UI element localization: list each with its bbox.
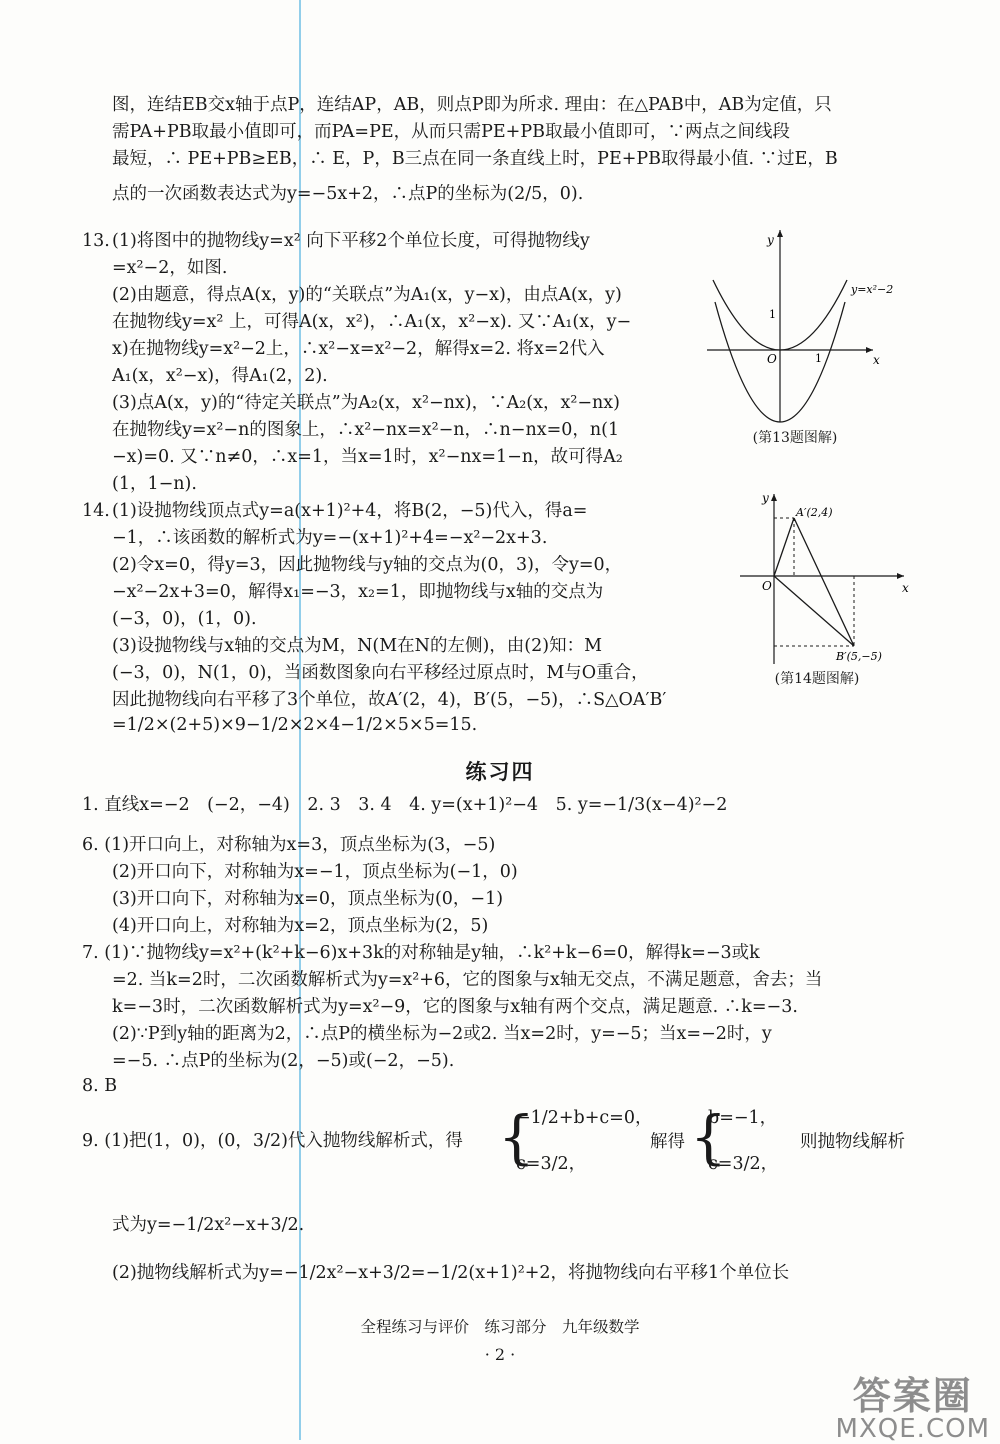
figure-caption: (第13题图解) (752, 430, 838, 446)
brace-left-2: { (690, 1103, 727, 1171)
text-line: A₁(x，x²−x)，得A₁(2，2). (112, 366, 328, 386)
answers-1-5: 1. 直线x=−2 (−2，−4) 2. 3 3. 4 4. y=(x+1)²−4 5. y=−1/3(x−4)²−2 (82, 795, 728, 815)
text-line: −x²−2x+3=0，解得x₁=−3，x₂=1，即抛物线与x轴的交点为 (112, 582, 604, 602)
label-tick-y1: 1 (769, 308, 776, 321)
triangle-graph (732, 488, 912, 668)
segment-ab (794, 518, 854, 646)
text-line: (3)开口向下，对称轴为x=0，顶点坐标为(0，−1) (112, 889, 504, 909)
label-x: x (873, 353, 880, 367)
text-line: (1，1−n). (112, 474, 197, 494)
question-9-line-3: (2)抛物线解析式为y=−1/2x²−x+3/2=−1/2(x+1)²+2，将抛物线向右平移1个单位长 (112, 1263, 790, 1283)
figure-q13 (705, 222, 905, 447)
text-line: 图，连结EB交x轴于点P，连结AP，AB，则点P即为所求. 理由：在△PAB中，AB为定值，只 (112, 95, 832, 115)
text-line: (2)由题意，得点A(x，y)的“关联点”为A₁(x，y−x)，由点A(x，y) (112, 285, 622, 305)
equation-1a: −1/2+b+c=0， (516, 1108, 653, 1128)
text-line: 6. (1)开口向上，对称轴为x=3，顶点坐标为(3，−5) (82, 835, 496, 855)
label-origin: O (762, 579, 772, 593)
text-line: 需PA+PB取最小值即可，而PA=PE，从而只需PE+PB取最小值即可，∵两点之间线段 (112, 122, 790, 142)
text-line: (3)设抛物线与x轴的交点为M，N(M在N的左侧)，由(2)知：M (112, 636, 602, 656)
question-8: 8. B (82, 1076, 118, 1096)
text-line: 最短，∴ PE+PB≥EB，∴ E，P，B三点在同一条直线上时，PE+PB取得最小值. ∵过E，B (112, 149, 838, 169)
text-line: x)在抛物线y=x²−2上，∴x²−x=x²−2，解得x=2. 将x=2代入 (112, 339, 605, 359)
label-x: x (902, 581, 909, 595)
question-6 (82, 832, 518, 940)
question-7 (82, 940, 822, 1075)
page-footer: 全程练习与评价 练习部分 九年级数学 (360, 1318, 640, 1336)
text-line: =−5. ∴点P的坐标为(2，−5)或(−2，−5). (112, 1051, 455, 1071)
label-y: y (762, 491, 769, 505)
section-title: 练习四 (465, 759, 535, 784)
text-line: (4)开口向上，对称轴为x=2，顶点坐标为(2，5) (112, 916, 489, 936)
label-curve: y=x²−2 (851, 283, 894, 296)
intro-paragraph (112, 92, 838, 208)
text-line: =x²−2，如图. (112, 258, 228, 278)
segment-ob (774, 576, 854, 646)
solve-label: 解得 (650, 1132, 685, 1152)
text-line: (3)点A(x，y)的“待定关联点”为A₂(x，x²−nx)，∵A₂(x，x²−nx) (112, 393, 620, 413)
equation-2a: b=−1， (708, 1108, 778, 1128)
watermark (836, 1365, 990, 1444)
text-line: =2. 当k=2时，二次函数解析式为y=x²+6，它的图象与x轴无交点，不满足题意，舍去；当 (112, 970, 823, 990)
text-line: 在抛物线y=x² 上，可得A(x，x²)，∴A₁(x，x²−x). 又∵A₁(x，y− (112, 312, 632, 332)
text-line: 在抛物线y=x²−n的图象上，∴x²−nx=x²−n，∴n−nx=0，n(1 (112, 420, 620, 440)
label-tick-x1: 1 (815, 352, 822, 365)
text-line: −x)=0. 又∵n≠0，∴x=1，当x=1时，x²−nx=1−n，故可得A₂ (112, 447, 623, 467)
question-13 (82, 228, 631, 498)
text-line: (−3，0)，N(1，0)，当函数图象向右平移经过原点时，M与O重合， (112, 663, 649, 683)
text-line: (2)∵P到y轴的距离为2，∴点P的横坐标为−2或2. 当x=2时，y=−5；当x=−2时，y (112, 1024, 772, 1044)
brace-left-1: { (498, 1103, 535, 1171)
label-point-a: A′(2,4) (796, 506, 833, 519)
text-line: 7. (1)∵抛物线y=x²+(k²+k−6)x+3k的对称轴是y轴，∴k²+k−6=0，解得k=−3或k (82, 943, 760, 963)
figure-caption: (第14题图解) (774, 671, 860, 687)
label-origin: O (767, 352, 777, 366)
parabola-graph (705, 222, 905, 427)
text-line: 因此抛物线向右平移了3个单位，故A′(2，4)，B′(5，−5)，∴S△OA′B′ (112, 690, 667, 710)
text-line: (2)开口向下，对称轴为x=−1，顶点坐标为(−1，0) (112, 862, 518, 882)
equation-2b: c=3/2， (708, 1154, 779, 1174)
text-line: (−3，0)，(1，0). (112, 609, 257, 629)
text-line: 点的一次函数表达式为y=−5x+2，∴点P的坐标为(2/5，0). (112, 184, 584, 204)
watermark-url: MXQE.COM (835, 1414, 990, 1444)
text-line: (1)设抛物线顶点式y=a(x+1)²+4，将B(2，−5)代入，得a= (112, 501, 588, 521)
segment-oa (774, 518, 794, 576)
question-number: 13. (82, 231, 110, 251)
equation-1b: c=3/2， (516, 1154, 587, 1174)
question-9-line-1a: 9. (1)把(1，0)，(0，3/2)代入抛物线解析式，得 (82, 1131, 463, 1151)
watermark-logo: 答案圈 (852, 1374, 973, 1418)
text-line: (1)将图中的抛物线y=x² 向下平移2个单位长度，可得抛物线y (112, 231, 590, 251)
question-9-line-1b: 则抛物线解析 (800, 1132, 905, 1152)
question-number: 14. (82, 501, 110, 521)
label-point-b: B′(5,−5) (836, 650, 882, 663)
label-y: y (767, 233, 774, 247)
question-9-line-2: 式为y=−1/2x²−x+3/2. (112, 1215, 305, 1235)
figure-q14 (732, 488, 912, 688)
text-line: k=−3时，二次函数解析式为y=x²−9，它的图象与x轴有两个交点，满足题意. ∴k=−3. (112, 997, 798, 1017)
page-number: · 2 · (484, 1345, 516, 1364)
text-line: (2)令x=0，得y=3，因此抛物线与y轴的交点为(0，3)，令y=0， (112, 555, 623, 575)
q14-result-line: =1/2×(2+5)×9−1/2×2×4−1/2×5×5=15. (112, 715, 478, 735)
question-14 (82, 498, 666, 714)
text-line: −1，∴该函数的解析式为y=−(x+1)²+4=−x²−2x+3. (112, 528, 548, 548)
